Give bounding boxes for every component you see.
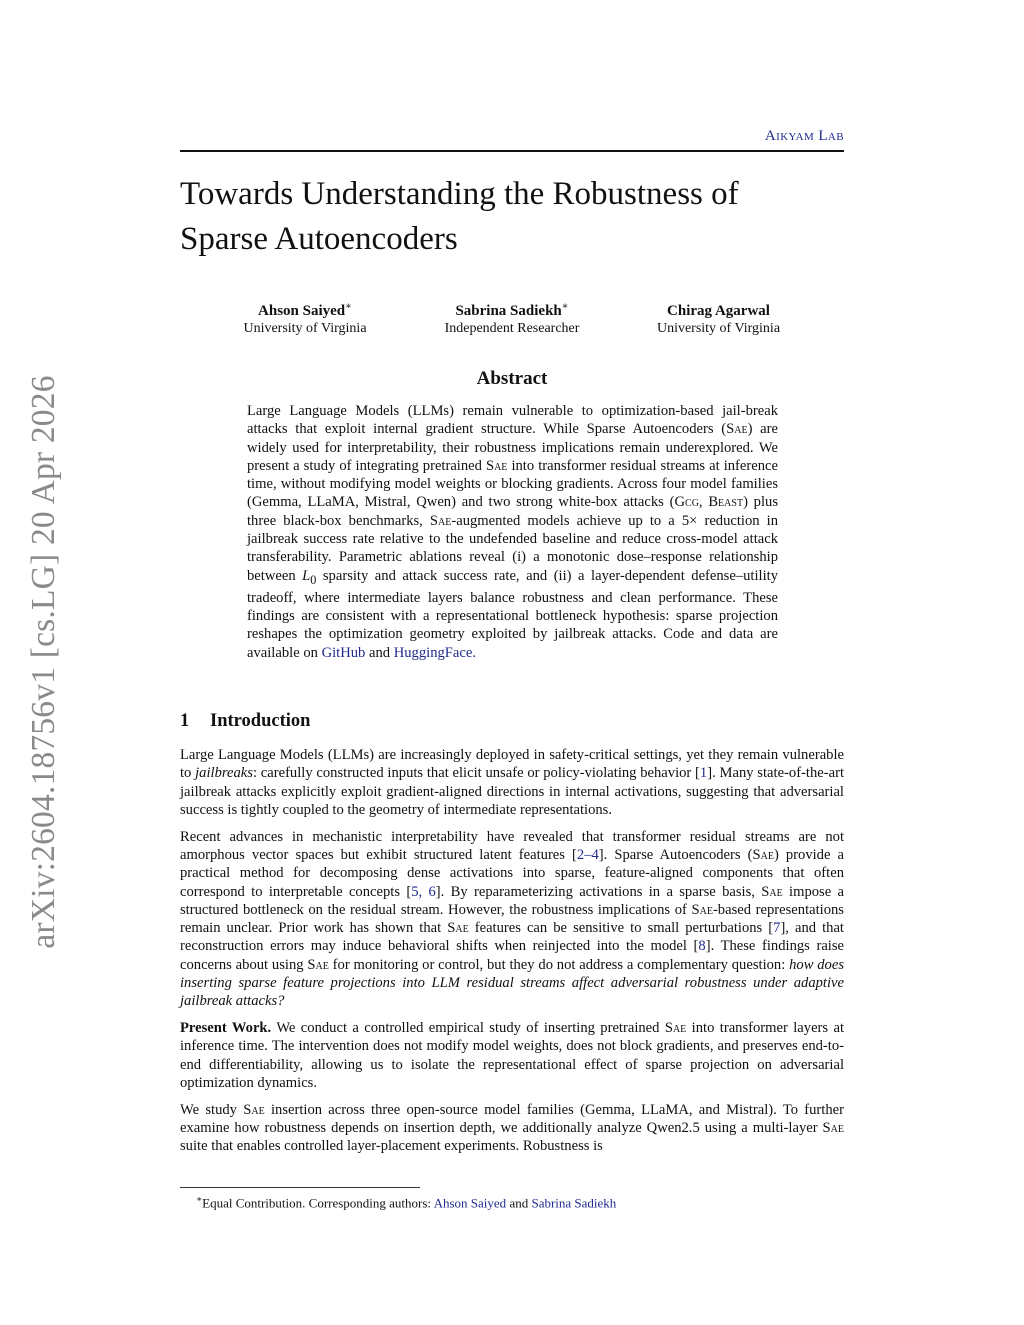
- sae-term: Sae: [307, 956, 329, 973]
- footnote: ∗Equal Contribution. Corresponding authors: Ahson Saiyed and Sabrina Sadiekh: [196, 1194, 617, 1211]
- sae-term: Sae: [243, 1101, 265, 1118]
- research-question: how does inserting sparse feature projections into LLM residual streams affect adversarial robustness under adaptive jailbreak attacks?: [180, 956, 844, 1010]
- github-link[interactable]: GitHub: [321, 644, 366, 661]
- author-1-affiliation: University of Virginia: [243, 321, 367, 336]
- footnote-rule: [180, 1187, 420, 1188]
- emphasis-jailbreaks: jailbreaks: [195, 765, 253, 782]
- author-link-ahson[interactable]: Ahson Saiyed: [433, 1195, 507, 1211]
- paragraph-1: Large Language Models (LLMs) are increasingly deployed in safety-critical settings, yet they remain vulnerable to jailbreaks: carefully constructed inputs that elicit unsafe or policy-violating behavior [1]. Many state-of-the-art jailbreak attacks explicitly exploit gradient-aligned directions in internal activations, suggesting that adversarial success is tightly coupled to the geometry of intermediate representations.: [180, 747, 845, 818]
- author-1-name: Ahson Saiyed: [258, 303, 346, 319]
- citation-link[interactable]: 7: [773, 920, 781, 937]
- section-title: Introduction: [210, 711, 311, 731]
- title-line-2: Sparse Autoencoders: [180, 221, 458, 257]
- citation-link[interactable]: 5: [411, 883, 419, 900]
- header-lab-name: Aikyam Lab: [764, 128, 844, 144]
- citation-link[interactable]: 2–4: [576, 846, 599, 863]
- author-link-sabrina[interactable]: Sabrina Sadiekh: [531, 1195, 617, 1211]
- header-rule: [180, 150, 844, 152]
- abstract-heading: Abstract: [476, 368, 548, 389]
- paper-title: [180, 172, 844, 262]
- paragraph-2: Recent advances in mechanistic interpretability have revealed that transformer residual streams are not amorphous vector spaces but exhibit structured latent features [2–4]. Sparse Autoencoders (Sae) provide a practical method for decomposing dense activations into sparse, feature-aligned components that often correspond to interpretable concepts [5, 6]. By reparameterizing activations in a sparse basis, Sae impose a structured bottleneck on the residual stream. However, the robustness implications of Sae-based representations remain unclear. Prior work has shown that Sae features can be sensitive to small perturbations [7], and that reconstruction errors may induce behavioral shifts when reinjected into the model [8]. These findings raise concerns about using Sae for monitoring or control, but they do not address a complementary question: how does inserting sparse feature projections into LLM residual streams affect adversarial robustness under adaptive jailbreak attacks?: [180, 828, 845, 1010]
- abstract-text: Large Language Models (LLMs) remain vulnerable to optimization-based jail-break attacks that exploit internal gradient structure. While Sparse Autoencoders (Sae) are widely used for interpretability, their robustness implications remain underexplored. We present a study of integrating pretrained Sae into transformer residual streams at inference time, without modifying model weights or blocking gradients. Across four model families (Gemma, LLaMA, Mistral, Qwen) and two strong white-box attacks (Gcg, Beast) plus three black-box benchmarks, Sae-augmented models achieve up to a 5× reduction in jailbreak success rate relative to the undefended baseline and reduce cross-model attack transferability. Parametric ablations reveal (i) a monotonic dose–response relationship between $L_0$ sparsity and attack success rate, and (ii) a layer-dependent defense–utility tradeoff, where intermediate layers balance robustness and clean performance. These findings are consistent with a representational bottleneck hypothesis: sparse projection reshapes the optimization geometry exploited by jailbreak attacks. Code and data are available on GitHub and HuggingFace.: [247, 403, 779, 661]
- author-list: [180, 298, 844, 338]
- author-1: [225, 298, 385, 338]
- section-heading-introduction: [180, 711, 844, 732]
- l0-symbol: L: [302, 567, 311, 584]
- sae-term: Sae: [752, 846, 774, 863]
- citation-link[interactable]: 8: [698, 938, 706, 955]
- author-3-affiliation: University of Virginia: [656, 321, 781, 336]
- citation-link[interactable]: 6: [428, 883, 436, 900]
- sae-term: Sae: [761, 883, 783, 900]
- paragraph-4: We study Sae insertion across three open-source model families (Gemma, LLaMA, and Mistral). To further examine how robustness depends on insertion depth, we additionally analyze Qwen2.5 using a multi-layer Sae suite that enables controlled layer-placement experiments. Robustness is: [180, 1101, 844, 1155]
- arxiv-identifier: arXiv:2604.18756v1 [cs.LG] 20 Apr 2026: [25, 375, 62, 949]
- l0-subscript: 0: [310, 572, 317, 587]
- sae-term: Sae: [726, 421, 748, 438]
- title-line-1: Towards Understanding the Robustness of: [180, 176, 739, 212]
- author-3-name: Chirag Agarwal: [667, 303, 770, 319]
- introduction-body: [180, 746, 844, 1164]
- author-2-name: Sabrina Sadiekh: [455, 303, 562, 319]
- sae-term: Sae: [485, 457, 508, 474]
- huggingface-link[interactable]: HuggingFace.: [393, 644, 476, 661]
- footnote-mark: ∗: [196, 1194, 203, 1204]
- sae-term: Sae: [822, 1120, 844, 1137]
- section-number: 1: [180, 711, 190, 731]
- author-2-affiliation: Independent Researcher: [444, 321, 580, 336]
- paragraph-3: Present Work. We conduct a controlled empirical study of inserting pretrained Sae into transformer layers at inference time. The intervention does not modify model weights, does not block gradients, and preserves end-to-end differentiability, allowing us to isolate the representational effect of sparse projection on adversarial optimization dynamics.: [180, 1020, 844, 1092]
- author-2-mark: ∗: [561, 301, 569, 312]
- sae-term: Sae: [664, 1020, 687, 1037]
- sae-term: Sae: [447, 920, 469, 937]
- sae-term: Sae: [691, 901, 713, 918]
- citation-link[interactable]: 1: [699, 765, 708, 782]
- present-work-label: Present Work.: [180, 1020, 272, 1037]
- author-2: [427, 298, 597, 338]
- author-3: [640, 298, 797, 338]
- sae-term: Sae: [429, 512, 452, 529]
- author-1-mark: ∗: [345, 301, 352, 312]
- gcg-term: Gcg: [674, 494, 699, 511]
- beast-term: Beast: [708, 494, 744, 511]
